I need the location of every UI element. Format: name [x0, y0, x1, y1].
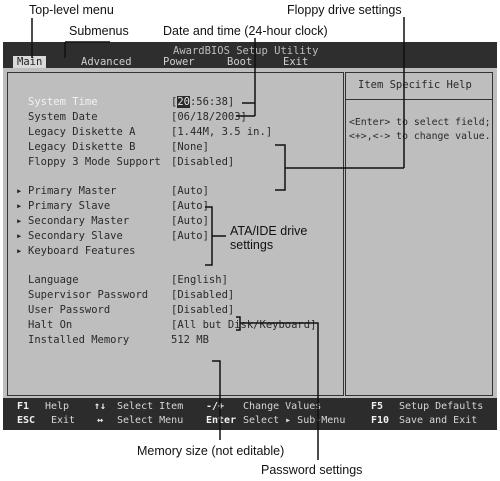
setting-floppy-3-mode-label: Floppy 3 Mode Support	[28, 156, 161, 168]
submenu-arrow-icon: ▸	[16, 245, 23, 257]
callout-top-level-menu: Top-level menu	[29, 3, 114, 17]
key-f10: F10	[371, 415, 390, 426]
bracket: [	[171, 96, 178, 108]
callout-memory-size: Memory size (not editable)	[137, 444, 285, 458]
key-leftright-desc: Select Menu	[117, 415, 184, 426]
setting-user-password-value[interactable]: [Disabled]	[171, 304, 235, 316]
key-esc: ESC	[17, 415, 36, 426]
setting-floppy-3-mode-value[interactable]: [Disabled]	[171, 156, 235, 168]
key-f5-desc: Setup Defaults	[399, 401, 484, 412]
setting-halt-on-label: Halt On	[28, 319, 73, 331]
bios-title: AwardBIOS Setup Utility	[173, 45, 319, 57]
setting-halt-on-value[interactable]: [All but Disk/Keyboard]	[171, 319, 317, 331]
submenu-arrow-icon: ▸	[16, 185, 23, 197]
setting-system-time-value[interactable]	[171, 96, 234, 108]
submenu-secondary-slave[interactable]: Secondary Slave	[28, 230, 123, 242]
setting-supervisor-password-label: Supervisor Password	[28, 289, 149, 301]
secondary-slave-value: [Auto]	[171, 230, 209, 242]
key-f1-desc: Help	[45, 401, 70, 412]
key-plusminus: -/+	[206, 401, 225, 412]
callout-ata-ide-1: ATA/IDE drive	[230, 224, 308, 238]
setting-language-value[interactable]: [English]	[171, 274, 228, 286]
submenu-secondary-master[interactable]: Secondary Master	[28, 215, 130, 227]
submenu-arrow-icon: ▸	[16, 200, 23, 212]
setting-diskette-b-label: Legacy Diskette B	[28, 141, 136, 153]
setting-system-date-label: System Date	[28, 111, 98, 123]
time-rest: :56:38]	[189, 96, 235, 108]
callout-date-time: Date and time (24-hour clock)	[163, 24, 328, 38]
submenu-arrow-icon: ▸	[16, 215, 23, 227]
key-f5: F5	[371, 401, 384, 412]
time-cursor[interactable]: 20	[177, 96, 190, 108]
callout-ata-ide-2: settings	[230, 238, 274, 252]
menu-boot[interactable]: Boot	[227, 56, 253, 68]
installed-memory-label: Installed Memory	[28, 334, 130, 346]
setting-diskette-a-value[interactable]: [1.44M, 3.5 in.]	[171, 126, 273, 138]
help-header	[346, 73, 492, 100]
key-f10-desc: Save and Exit	[399, 415, 478, 426]
submenu-arrow-icon: ▸	[16, 230, 23, 242]
key-updown-desc: Select Item	[117, 401, 184, 412]
setting-system-date-value[interactable]: [06/18/2003]	[171, 111, 247, 123]
menu-advanced[interactable]: Advanced	[81, 56, 132, 68]
setting-user-password-label: User Password	[28, 304, 111, 316]
setting-language-label: Language	[28, 274, 79, 286]
help-line-change: <+>,<-> to change value.	[349, 131, 491, 142]
submenu-keyboard-features[interactable]: Keyboard Features	[28, 245, 136, 257]
menu-main[interactable]: Main	[13, 56, 46, 68]
key-legend	[3, 398, 497, 430]
bios-title-bar	[3, 42, 497, 68]
help-line-enter: <Enter> to select field;	[349, 117, 491, 128]
key-updown: ↑↓	[94, 401, 107, 412]
submenu-primary-master[interactable]: Primary Master	[28, 185, 117, 197]
key-plusminus-desc: Change Values	[243, 401, 322, 412]
key-esc-desc: Exit	[51, 415, 76, 426]
callout-password-settings: Password settings	[261, 463, 363, 477]
menu-power[interactable]: Power	[163, 56, 195, 68]
setting-system-time-label: System Time	[28, 96, 98, 108]
menu-exit[interactable]: Exit	[283, 56, 309, 68]
setting-diskette-a-label: Legacy Diskette A	[28, 126, 136, 138]
callout-floppy-drive-settings: Floppy drive settings	[287, 3, 402, 17]
secondary-master-value: [Auto]	[171, 215, 209, 227]
key-enter: Enter	[206, 415, 237, 426]
key-leftright: ↔	[97, 415, 104, 426]
installed-memory-value: 512 MB	[171, 334, 209, 346]
setting-diskette-b-value[interactable]: [None]	[171, 141, 209, 153]
submenu-primary-slave[interactable]: Primary Slave	[28, 200, 111, 212]
primary-slave-value: [Auto]	[171, 200, 209, 212]
primary-master-value: [Auto]	[171, 185, 209, 197]
key-f1: F1	[17, 401, 30, 412]
callout-submenus: Submenus	[69, 24, 129, 38]
key-enter-desc: Select ▸ Sub-Menu	[243, 415, 346, 426]
setting-supervisor-password-value[interactable]: [Disabled]	[171, 289, 235, 301]
help-panel	[345, 72, 493, 396]
help-title: Item Specific Help	[358, 79, 472, 91]
